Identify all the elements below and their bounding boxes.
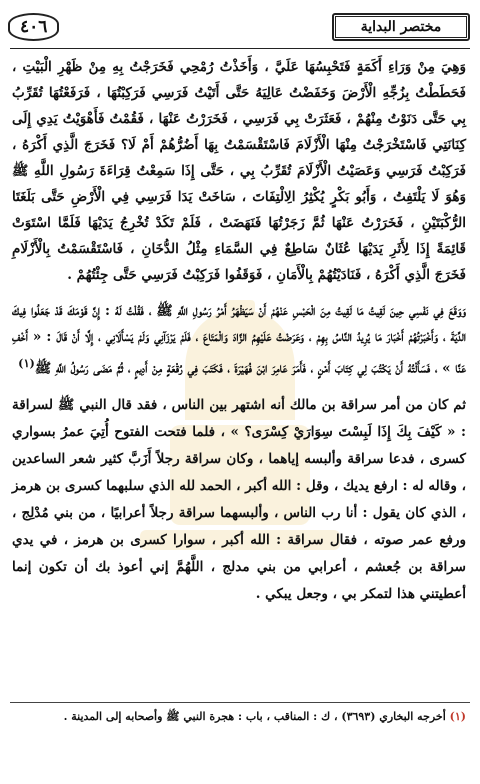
- header-rule: [10, 48, 470, 49]
- page-number: [8, 13, 59, 41]
- hadith-paragraph-2: [12, 298, 466, 382]
- hadith-paragraph-2-text: وَوَقَعَ فِي نَفْسِي حِينَ لَقِيتُ مَا لَقِيتُ مِنَ الْحَبْسِ عَنْهُمْ أَنْ سَيَظْهَرُ أَمْرُ رَسُولِ اللَّهِ ﷺ ، فَقُلْتُ لَهُ : إِنَّ قَوْمَكَ قَدْ جَعَلُوا فِيكَ الدِّيَةَ ، وَأَخْبَرْتُهُمْ أَخْبَارَ مَا يُرِيدُ النَّاسُ بِهِمْ ، وَعَرَضْتُ عَلَيْهِمُ الزَّادَ وَالْمَتَاعَ ، فَلَمْ يَرْزَآنِي وَلَمْ يَسْأَلَانِي ، إِلَّا أَنْ قَالَ : « أَخْفِ عَنَّا » ، فَسَأَلْتُهُ أَنْ يَكْتُبَ لِي كِتَابَ أَمْنٍ ، فَأَمَرَ عَامِرَ ابْنَ فُهَيْرَةَ ، فَكَتَبَ فِي رُقْعَةٍ مِنْ أَدِيمٍ ، ثُمَّ مَضَى رَسُولُ اللَّهِ ﷺ: [12, 303, 466, 377]
- footnote-text: أخرجه البخاري (٣٦٩٣) ، ك : المناقب ، باب : هجرة النبي ﷺ وأصحابه إلى المدينة .: [63, 710, 446, 723]
- footnote-marker: (١): [449, 710, 466, 723]
- page-number-text: ٤٠٦: [20, 17, 48, 37]
- book-title: مختصر البداية: [335, 16, 467, 38]
- page-header: [8, 8, 470, 46]
- footnote-reference[interactable]: (١): [18, 356, 35, 370]
- footnote: [12, 708, 466, 726]
- narrative-paragraph: ثم كان من أمر سراقة بن مالك أنه اشتهر بين الناس ، فقد قال النبي ﷺ لسراقة : « كَيْفَ بِكَ إِذَا لَبِسْتَ سِوَارَيْ كِسْرَى؟ » ، فلما فتحت الفتوح أُتِيَ عمرُ بسواري كسرى ، فدعا سراقة وألبسه إياهما ، وكان سراقة رجلاً أَزَبَّ كثير شعر الساعدين ، وقاله له : ارفع يديك ، وقل : الله أكبر ، الحمد لله الذي سلبهما كسرى بن هرمز ، الذي كان يقول : أنا رب الناس ، وألبسهما سراقة رجلاً أعرابيًا ، من بني مُدْلِج ، ورفع عمر صوته ، فقال سراقة : الله أكبر ، سوارا كسرى بن هرمز ، في يدي سراقة بن جُعشم ، أعرابي من بني مدلج ، اللَّهُمَّ إني أعوذ بك أن تكون إنما أعطيتني هذا لتمكر بي ، وجعل يبكي .: [12, 396, 466, 602]
- hadith-paragraph-1: وَهِيَ مِنْ وَرَاءِ أَكَمَةٍ فَتَحْبِسُهَا عَلَيَّ ، وَأَخَذْتُ رُمْحِي فَخَرَجْتُ بِهِ مِنْ ظَهْرِ الْبَيْتِ ، فَحَطَطْتُ بِزُجِّهِ الْأَرْضَ وَخَفَضْتُ عَالِيَهُ حَتَّى أَتَيْتُ فَرَسِي فَرَكِبْتُهَا ، فَرَفَعْتُهَا تُقَرِّبُ بِي حَتَّى دَنَوْتُ مِنْهُمْ ، فَعَثَرَتْ بِي فَرَسِي ، فَخَرَرْتُ عَنْهَا ، فَقُمْتُ فَأَهْوَيْتُ يَدِي إِلَى كِنَانَتِي فَاسْتَخْرَجْتُ مِنْهَا الْأَزْلَامَ فَاسْتَقْسَمْتُ بِهَا أَضُرُّهُمْ أَمْ لَا؟ فَخَرَجَ الَّذِي أَكْرَهُ ، فَرَكِبْتُ فَرَسِي وَعَصَيْتُ الْأَزْلَامَ تُقَرِّبُ بِي ، حَتَّى إِذَا سَمِعْتُ قِرَاءَةَ رَسُولِ اللَّهِ ﷺ وَهُوَ لَا يَلْتَفِتُ ، وَأَبُو بَكْرٍ يُكْثِرُ الِالْتِفَاتَ ، سَاخَتْ يَدَا فَرَسِي فِي الْأَرْضِ حَتَّى بَلَغَتَا الرُّكْبَتَيْنِ ، فَخَرَرْتُ عَنْهَا ثُمَّ زَجَرْتُهَا فَنَهَضَتْ ، فَلَمْ تَكَدْ تُخْرِجُ يَدَيْهَا فَلَمَّا اسْتَوَتْ قَائِمَةً إِذَا لِأَثَرِ يَدَيْهَا عُثَانٌ سَاطِعٌ فِي السَّمَاءِ مِثْلُ الدُّخَانِ ، فَاسْتَقْسَمْتُ بِالْأَزْلَامِ فَخَرَجَ الَّذِي أَكْرَهُ ، فَنَادَيْتُهُمْ بِالْأَمَانِ ، فَوَقَفُوا فَرَكِبْتُ فَرَسِي حَتَّى جِئْتُهُمْ .: [12, 59, 466, 283]
- page-body: [12, 54, 466, 608]
- book-title-frame: [332, 13, 470, 41]
- footnote-rule: [10, 702, 470, 703]
